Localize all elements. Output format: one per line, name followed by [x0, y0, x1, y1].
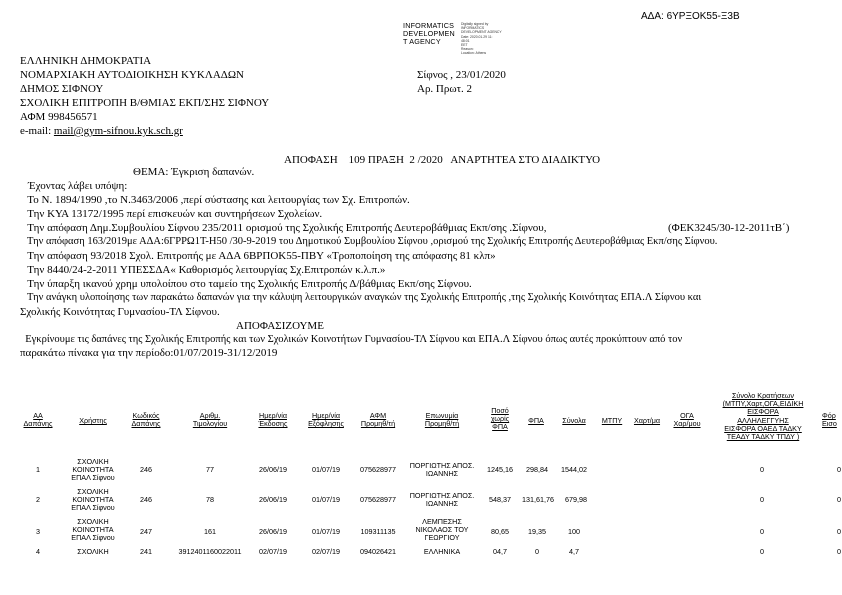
signature-detail-line: Date: 2020.01.29 11: [461, 34, 493, 39]
column-header-vat: ΦΠΑ [528, 416, 544, 425]
ada-code: ΑΔΑ: 6ΥΡΞΟΚ55-Ξ3Β [641, 11, 740, 22]
cell-user: ΣΧΟΛΙΚΗ ΚΟΙΝΟΤΗΤΑ ΕΠΑΛ Σίφνου [71, 457, 115, 482]
body-line: Την απόφαση 93/2018 Σχολ. Επιτροπής με ΑΔΑ 6ΒΡΠΟΚ55-ΠΒΥ «Τροποποίηση της απόφασης 81 κλπ» [22, 250, 496, 262]
column-header-supplier: Επωνυμία Προμηθ/τή [424, 411, 460, 429]
cell-code: 246 [140, 465, 152, 474]
header-line-committee: ΣΧΟΛΙΚΗ ΕΠΙΤΡΟΠΗ Β/ΘΜΙΑΣ ΕΚΠ/ΣΗΣ ΣΙΦΝΟΥ [20, 97, 270, 109]
cell-invoice: 3912401160022011 [178, 547, 242, 556]
header-line-afm: ΑΦΜ 998456571 [20, 111, 98, 123]
column-header-payment-date: Ημερ/νία Εξόφλησης [308, 411, 344, 429]
cell-amount: 80,65 [491, 527, 509, 536]
cell-total: 679,98 [565, 495, 587, 504]
cell-payment-date: 02/07/19 [312, 547, 340, 556]
column-header-oga: ΟΓΑ Χαρ/μου [673, 411, 701, 429]
cell-supplier: ΠΟΡΓΙΩΤΗΣ ΑΠΟΣ. ΙΩΑΝΝΗΣ [409, 461, 475, 478]
cell-vat: 131,61,76 [522, 495, 554, 504]
column-header-aa: ΑΑ Δαπάνης [23, 411, 53, 429]
email-label: e-mail: [20, 125, 54, 137]
cell-aa: 1 [36, 465, 40, 474]
cell-issue-date: 02/07/19 [259, 547, 287, 556]
signature-logo [403, 22, 455, 46]
decision-title: ΑΠΟΦΑΣΗ 109 ΠΡΑΞΗ 2 /2020 ΑΝΑΡΤΗΤΕΑ ΣΤΟ ΔΙΑΔΙΚΤΥΟ [284, 154, 601, 166]
signature-detail-line: INFORMATICS [461, 26, 485, 31]
cell-afm: 094026421 [360, 547, 396, 556]
cell-withholdings: 0 [760, 547, 764, 556]
cell-amount: 1245,16 [487, 465, 513, 474]
cell-issue-date: 26/06/19 [259, 495, 287, 504]
cell-issue-date: 26/06/19 [259, 527, 287, 536]
column-header-invoice: Αριθμ. Τιμολογίου [192, 411, 228, 429]
cell-aa: 2 [36, 495, 40, 504]
cell-afm: 075628977 [360, 495, 396, 504]
approve-text: παρακάτω πίνακα για την περίοδο:01/07/2019-31/12/2019 [20, 347, 278, 359]
column-header-total: Σύνολα [562, 416, 586, 425]
cell-payment-date: 01/07/19 [312, 465, 340, 474]
cell-payment-date: 01/07/19 [312, 527, 340, 536]
column-header-stamp: Χαρτ/μα [633, 416, 661, 425]
cell-code: 241 [140, 547, 152, 556]
logo-line: DEVELOPMEN [403, 29, 455, 38]
header-line-republic: ΕΛΛΗΝΙΚΗ ΔΗΜΟΚΡΑΤΙΑ [20, 55, 152, 67]
cell-code: 247 [140, 527, 152, 536]
cell-supplier: ΕΛΛΗΝΙΚΑ [423, 547, 461, 556]
body-line: Έχοντας λάβει υπόψη: [28, 180, 128, 192]
cell-supplier: ΛΕΜΠΕΣΗΣ ΝΙΚΟΛΑΟΣ ΤΟΥ ΓΕΩΡΓΙΟΥ [415, 517, 469, 542]
header-line-prefecture: ΝΟΜΑΡΧΙΑΚΗ ΑΥΤΟΔΙΟΙΚΗΣΗ ΚΥΚΛΑΔΩΝ [20, 69, 244, 81]
approve-title: ΑΠΟΦΑΣΙΖΟΥΜΕ [236, 320, 324, 332]
logo-line: T AGENCY [403, 37, 441, 46]
column-header-afm: ΑΦΜ Προμηθ/τή [360, 411, 396, 429]
cell-vat: 298,84 [526, 465, 548, 474]
cell-aa: 4 [36, 547, 40, 556]
column-header-issue-date: Ημερ/νία Έκδοσης [258, 411, 288, 429]
cell-code: 246 [140, 495, 152, 504]
body-line: Την 8440/24-2-2011 ΥΠΕΣΣΔΑ« Καθορισμός λειτουργίας Σχ.Επιτροπών κ.λ.π.» [22, 264, 386, 276]
approve-text: Εγκρίνουμε τις δαπάνες της Σχολικής Επιτροπής και των Σχολικών Κοινοτήτων Γυμνασίου-ΤΛ Σίφνου και ΕΠΑ.Λ Σίφνου όπως αυτές προκύπτουν από τον [20, 334, 683, 345]
header-line-municipality: ΔΗΜΟΣ ΣΙΦΝΟΥ [20, 83, 104, 95]
body-line: Την ύπαρξη ικανού χρημ υπολοίπου στο ταμείο της Σχολικής Επιτροπής Δ/βάθμιας Εκπ/σης Σίφνου. [22, 278, 472, 290]
cell-extra: 0 [837, 528, 841, 536]
cell-vat: 0 [535, 547, 539, 556]
cell-invoice: 161 [204, 527, 216, 536]
column-header-user: Χρήστης [79, 416, 107, 425]
cell-invoice: 78 [206, 495, 214, 504]
cell-total: 100 [568, 527, 580, 536]
body-line: Σχολικής Κοινότητας Γυμνασίου-ΤΛ Σίφνου. [20, 306, 220, 318]
column-header-code: Κωδικός Δαπάνης [131, 411, 161, 429]
protocol-number: Αρ. Πρωτ. 2 [417, 83, 473, 95]
signature-detail-line: DEVELOPMENT AGENCY [461, 30, 502, 35]
cell-afm: 109311135 [360, 527, 396, 536]
signature-detail-line: EET [461, 43, 468, 48]
body-line: Την απόφαση Δημ.Συμβουλίου Σίφνου 235/2011 ορισμού της Σχολικής Επιτροπής Δευτεροβάθμιας Εκπ/σης .Σίφνου, [22, 222, 547, 234]
cell-extra: 0 [837, 496, 841, 504]
cell-amount: 04,7 [493, 547, 507, 556]
cell-vat: 19,35 [528, 527, 546, 536]
cell-issue-date: 26/06/19 [259, 465, 287, 474]
signature-detail-line: Reason: [461, 47, 474, 52]
cell-user: ΣΧΟΛΙΚΗ ΚΟΙΝΟΤΗΤΑ ΕΠΑΛ Σίφνου [71, 517, 115, 542]
cell-aa: 3 [36, 527, 40, 536]
fek-reference: (ΦΕΚ3245/30-12-2011τΒ΄) [668, 222, 790, 234]
logo-line: INFORMATICS [403, 21, 455, 30]
column-header-amount: Ποσό χωρίς ΦΠΑ [490, 406, 510, 432]
cell-afm: 075628977 [360, 465, 396, 474]
cell-payment-date: 01/07/19 [312, 495, 340, 504]
email-link[interactable]: mail@gym-sifnou.kyk.sch.gr [53, 125, 183, 137]
cell-withholdings: 0 [760, 465, 764, 474]
signature-detail-line: 48:01 [461, 38, 470, 43]
subject: ΘΕΜΑ: Έγκριση δαπανών. [133, 166, 255, 178]
signature-details [461, 22, 502, 56]
header-email [20, 125, 183, 138]
body-line: Το Ν. 1894/1990 ,το Ν.3463/2006 ,περί σύστασης και λειτουργίας των Σχ. Επιτροπών. [22, 194, 410, 206]
cell-withholdings: 0 [760, 527, 764, 536]
column-header-withholdings: Σύνολο Κρατήσεων (ΜΤΠΥ,Χαρτ,ΟΓΑ,ΕΙΔΙΚΗ ΕΙΣΦΟΡΑ ΑΛΛΗΛΕΓΓΥΗΣ ΕΙΣΦΟΡΑ ΟΑΕΔ ΤΑΔΚΥ ΤΕΑΔΥ ΤΑΔΚΥ ΤΠΔΥ ) [722, 391, 804, 442]
cell-extra: 0 [837, 548, 841, 556]
signature-detail-line: Location: Athens [461, 51, 487, 56]
cell-invoice: 77 [206, 465, 214, 474]
body-line: Την ανάγκη υλοποίησης των παρακάτω δαπανών για την κάλυψη λειτουργικών αναγκών της Σχολικής Επιτροπής ,της Σχολικής Κοινότητας ΕΠΑ.Λ Σίφνου και [22, 292, 702, 303]
cell-withholdings: 0 [760, 495, 764, 504]
cell-user: ΣΧΟΛΙΚΗ ΚΟΙΝΟΤΗΤΑ ΕΠΑΛ Σίφνου [71, 487, 115, 512]
cell-user: ΣΧΟΛΙΚΗ [77, 547, 109, 556]
column-header-mtpy: ΜΤΠΥ [601, 416, 623, 425]
place-date: Σίφνος , 23/01/2020 [417, 69, 506, 81]
cell-total: 4,7 [569, 547, 579, 556]
cell-supplier: ΠΟΡΓΙΩΤΗΣ ΑΠΟΣ. ΙΩΑΝΝΗΣ [409, 491, 475, 508]
signature-detail-line: Digitally signed by [461, 22, 489, 26]
column-header-extra: Φόρ Εισο [822, 412, 837, 429]
body-line: Την απόφαση 163/2019με ΑΔΑ:6ΓΡΡΩ1Τ-Η50 /30-9-2019 του Δημοτικού Συμβουλίου Σίφνου ,ορισμού της Σχολικής Επιτροπής Δευτεροβάθμιας Εκπ/σης Σίφνου. [22, 236, 718, 247]
body-line: Την ΚΥΑ 13172/1995 περί επισκευών και συντηρήσεων Σχολείων. [22, 208, 323, 220]
cell-total: 1544,02 [561, 465, 587, 474]
cell-amount: 548,37 [489, 495, 511, 504]
cell-extra: 0 [837, 466, 841, 474]
